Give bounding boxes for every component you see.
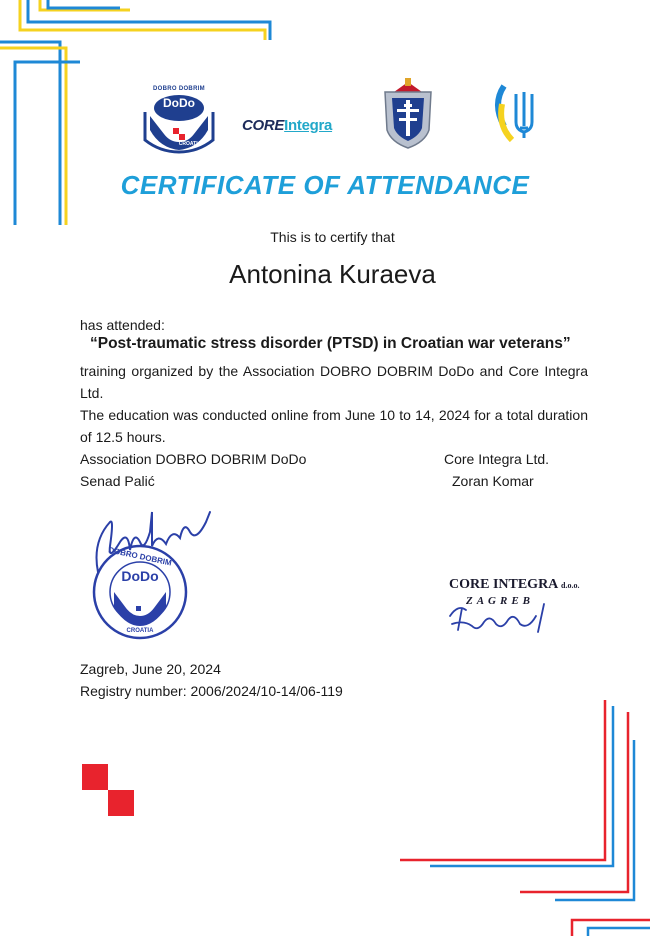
recipient-name: Antonina Kuraeva xyxy=(229,259,436,289)
checkerboard-square-2 xyxy=(108,790,134,816)
stripe-blue xyxy=(48,0,120,8)
left-handwritten-signature xyxy=(80,502,230,582)
registry-number: Registry number: 2006/2024/10-14/06-119 xyxy=(80,683,343,699)
stripe-yellow xyxy=(20,0,265,40)
coreintegra-logo-part1: CORE xyxy=(242,117,285,134)
attended-label: has attended: xyxy=(80,317,165,333)
core-stamp-name-text: CORE INTEGRA xyxy=(449,577,558,592)
croatian-coat-of-arms-icon xyxy=(377,78,439,150)
dodo-stamp-top-text: DOBRO DOBRIM xyxy=(107,545,173,568)
place-date: Zagreb, June 20, 2024 xyxy=(80,661,221,677)
core-stamp-name xyxy=(449,577,579,593)
stripe-blue xyxy=(555,740,634,900)
left-signatory-name: Senad Palić xyxy=(80,473,155,489)
dodo-logo-center-text: DoDo xyxy=(163,96,195,110)
dodo-stamp-center-text: DoDo xyxy=(121,568,159,584)
certify-intro: This is to certify that xyxy=(270,229,395,245)
organized-text: training organized by the Association DOBRO DOBRIM DoDo and Core Integra Ltd. xyxy=(80,363,588,401)
coreintegra-logo xyxy=(242,117,332,134)
course-title: “Post-traumatic stress disorder (PTSD) in Croatian war veterans” xyxy=(90,335,571,352)
ukraine-trident-icon xyxy=(490,82,552,144)
right-handwritten-signature xyxy=(444,596,564,638)
stripe-blue xyxy=(430,706,613,866)
left-signatory-organization: Association DOBRO DOBRIM DoDo xyxy=(80,451,307,467)
checkerboard-square-1 xyxy=(82,764,108,790)
dodo-stamp-bottom-text: CROATIA xyxy=(126,628,154,634)
stripe-blue xyxy=(28,0,270,40)
coreintegra-logo-part2: Integra xyxy=(284,117,333,134)
core-stamp-city: ZAGREB xyxy=(466,595,535,607)
dodo-logo-bottom-text: CROATIA xyxy=(178,141,202,147)
stripe-blue xyxy=(588,928,650,936)
right-signatory-name: Zoran Komar xyxy=(452,473,534,489)
stripe-red xyxy=(400,700,605,860)
core-stamp-suffix: d.o.o. xyxy=(561,581,580,590)
right-signatory-organization: Core Integra Ltd. xyxy=(444,451,550,467)
certificate-title: CERTIFICATE OF ATTENDANCE xyxy=(120,170,530,200)
duration-text: The education was conducted online from June 10 to 14, 2024 for a total duration of 12.5 hours. xyxy=(80,407,588,445)
dodo-logo-top-text: DOBRO DOBRIM xyxy=(153,86,205,92)
bottom-right-stripes xyxy=(390,700,650,936)
